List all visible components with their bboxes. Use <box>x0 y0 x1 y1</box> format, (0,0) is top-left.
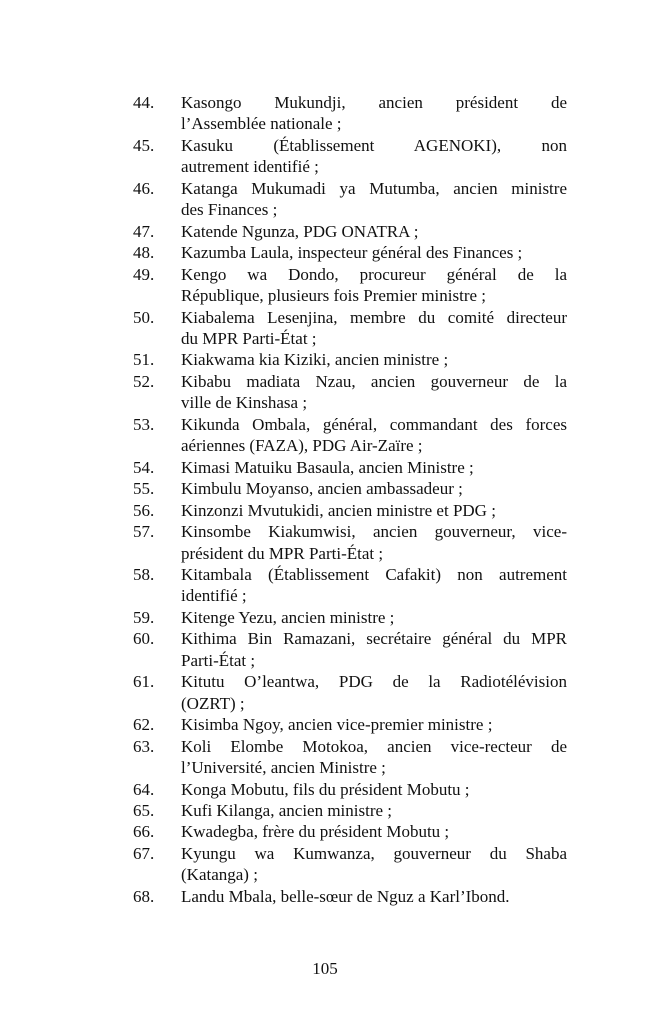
item-text <box>181 414 567 457</box>
item-number: 51. <box>133 350 155 370</box>
text-line: Parti-État ; <box>181 650 256 670</box>
item-number: 66. <box>133 822 155 842</box>
list-item <box>133 307 567 350</box>
text-line: Kisimba Ngoy, ancien vice-premier ministre ; <box>181 715 493 735</box>
list-item <box>133 135 567 178</box>
item-text <box>181 821 567 842</box>
item-text <box>181 135 567 178</box>
list-item <box>133 178 567 221</box>
text-line: (Katanga) ; <box>181 865 258 885</box>
list-item <box>133 371 567 414</box>
item-number: 54. <box>133 457 155 477</box>
list-item <box>133 736 567 779</box>
item-number: 53. <box>133 414 155 434</box>
item-number: 60. <box>133 629 155 649</box>
item-text <box>181 349 567 370</box>
list-item <box>133 779 567 800</box>
text-line: Kithima Bin Ramazani, secrétaire général du MPR <box>181 629 567 649</box>
item-text <box>181 521 567 564</box>
text-line: Kitambala (Établissement Cafakit) non autrement <box>181 564 567 584</box>
text-line: Katende Ngunza, PDG ONATRA ; <box>181 221 419 241</box>
item-text <box>181 843 567 886</box>
item-text <box>181 736 567 779</box>
text-line: Kitenge Yezu, ancien ministre ; <box>181 607 395 627</box>
item-number: 63. <box>133 736 155 756</box>
text-line: Konga Mobutu, fils du président Mobutu ; <box>181 779 470 799</box>
list-item <box>133 843 567 886</box>
list-item <box>133 264 567 307</box>
item-number: 50. <box>133 307 155 327</box>
text-line: identifié ; <box>181 586 247 606</box>
text-line: du MPR Parti-État ; <box>181 328 317 348</box>
item-text <box>181 500 567 521</box>
item-text <box>181 457 567 478</box>
item-number: 45. <box>133 135 155 155</box>
list-item <box>133 349 567 370</box>
item-text <box>181 92 567 135</box>
item-text <box>181 242 567 263</box>
text-line: Katanga Mukumadi ya Mutumba, ancien ministre <box>181 178 567 198</box>
item-number: 55. <box>133 479 155 499</box>
item-text <box>181 478 567 499</box>
item-text <box>181 371 567 414</box>
item-text <box>181 221 567 242</box>
item-number: 49. <box>133 264 155 284</box>
text-line: aériennes (FAZA), PDG Air-Zaïre ; <box>181 436 423 456</box>
text-line: Kimasi Matuiku Basaula, ancien Ministre ; <box>181 457 474 477</box>
item-text <box>181 564 567 607</box>
text-line: Kasuku (Établissement AGENOKI), non <box>181 135 567 155</box>
text-line: Kengo wa Dondo, procureur général de la <box>181 264 567 284</box>
text-line: Kiabalema Lesenjina, membre du comité directeur <box>181 307 567 327</box>
item-number: 61. <box>133 672 155 692</box>
text-line: Kiakwama kia Kiziki, ancien ministre ; <box>181 350 449 370</box>
item-text <box>181 264 567 307</box>
item-text <box>181 628 567 671</box>
item-number: 44. <box>133 93 155 112</box>
text-line: Kufi Kilanga, ancien ministre ; <box>181 800 393 820</box>
item-text <box>181 800 567 821</box>
item-number: 65. <box>133 800 155 820</box>
item-number: 64. <box>133 779 155 799</box>
list-item <box>133 714 567 735</box>
text-line: Kibabu madiata Nzau, ancien gouverneur de la <box>181 371 567 391</box>
text-line: Kikunda Ombala, général, commandant des forces <box>181 414 567 434</box>
list-item <box>133 628 567 671</box>
text-line: République, plusieurs fois Premier ministre ; <box>181 286 487 306</box>
text-line: (OZRT) ; <box>181 693 245 713</box>
list-item <box>133 607 567 628</box>
list-item <box>133 478 567 499</box>
item-number: 52. <box>133 371 155 391</box>
text-line: Koli Elombe Motokoa, ancien vice-recteur de <box>181 736 567 756</box>
text-line: Kwadegba, frère du président Mobutu ; <box>181 822 450 842</box>
item-number: 56. <box>133 500 155 520</box>
item-number: 67. <box>133 843 155 863</box>
text-line: des Finances ; <box>181 200 278 220</box>
text-line: Kazumba Laula, inspecteur général des Finances ; <box>181 243 523 263</box>
text-line: Kyungu wa Kumwanza, gouverneur du Shaba <box>181 843 567 863</box>
item-text <box>181 779 567 800</box>
list-item <box>133 886 567 907</box>
text-line: Kitutu O’leantwa, PDG de la Radiotélévision <box>181 672 567 692</box>
item-number: 59. <box>133 607 155 627</box>
item-number: 68. <box>133 886 155 906</box>
item-text <box>181 607 567 628</box>
list-item <box>133 242 567 263</box>
name-list <box>133 92 567 907</box>
item-number: 57. <box>133 522 155 542</box>
item-text <box>181 307 567 350</box>
item-text <box>181 714 567 735</box>
text-line: Kasongo Mukundji, ancien président de <box>181 93 567 112</box>
item-number: 46. <box>133 178 155 198</box>
list-item <box>133 821 567 842</box>
list-item <box>133 414 567 457</box>
list-item <box>133 521 567 564</box>
text-line: Kinzonzi Mvutukidi, ancien ministre et PDG ; <box>181 500 496 520</box>
text-line: président du MPR Parti-État ; <box>181 543 384 563</box>
text-line: Kimbulu Moyanso, ancien ambassadeur ; <box>181 479 463 499</box>
text-line: Kinsombe Kiakumwisi, ancien gouverneur, vice- <box>181 522 567 542</box>
list-item <box>133 221 567 242</box>
item-number: 62. <box>133 715 155 735</box>
item-number: 58. <box>133 564 155 584</box>
text-line: l’Université, ancien Ministre ; <box>181 758 386 778</box>
page-number: 105 <box>312 959 338 978</box>
item-text <box>181 671 567 714</box>
list-item <box>133 457 567 478</box>
item-number: 47. <box>133 221 155 241</box>
item-text <box>181 886 567 907</box>
text-line: autrement identifié ; <box>181 157 319 177</box>
item-number: 48. <box>133 243 155 263</box>
list-item <box>133 671 567 714</box>
text-line: ville de Kinshasa ; <box>181 393 308 413</box>
text-line: Landu Mbala, belle-sœur de Nguz a Karl’Ibond. <box>181 886 510 906</box>
item-text <box>181 178 567 221</box>
list-item <box>133 92 567 135</box>
list-item <box>133 564 567 607</box>
list-item <box>133 500 567 521</box>
list-item <box>133 800 567 821</box>
text-line: l’Assemblée nationale ; <box>181 114 342 134</box>
